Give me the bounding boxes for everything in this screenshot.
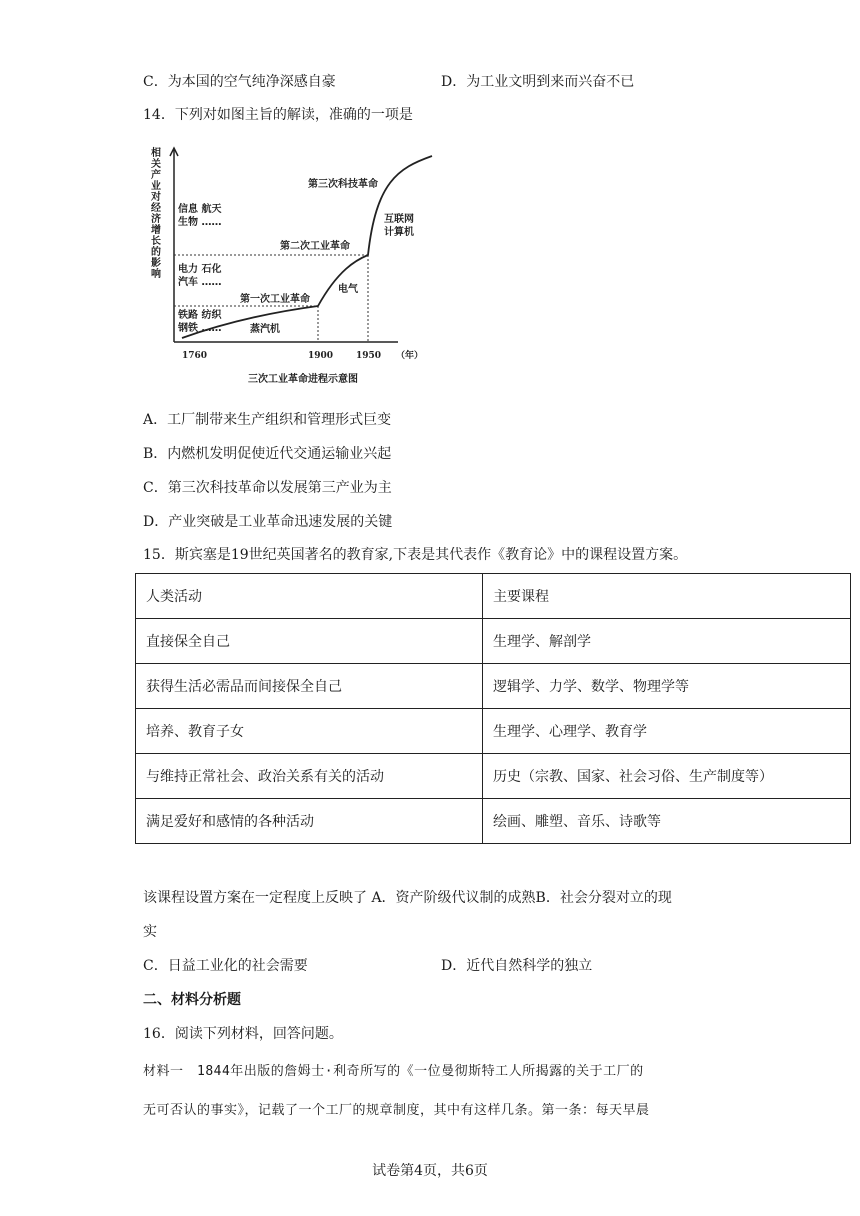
label-ind2-a: 电力 石化 — [178, 264, 222, 275]
q14-option-a: A．工厂制带来生产组织和管理形式巨变 — [143, 412, 392, 428]
q14-option-b: B．内燃机发明促使近代交通运输业兴起 — [143, 446, 392, 462]
table-header-row — [136, 574, 851, 619]
y-axis-label — [150, 146, 161, 280]
table-row — [136, 754, 851, 799]
svg-text:增: 增 — [151, 225, 161, 236]
svg-text:济: 济 — [151, 214, 161, 225]
svg-text:关: 关 — [151, 159, 161, 170]
table-cell: 逻辑学、力学、数学、物理学等 — [483, 664, 851, 709]
label-computer: 计算机 — [384, 227, 414, 238]
svg-text:响: 响 — [151, 269, 161, 280]
q15-option-d: D．近代自然科学的独立 — [441, 958, 593, 974]
label-ind2-b: 汽车 …… — [178, 277, 222, 288]
table-cell: 培养、教育子女 — [136, 709, 483, 754]
q15-options — [143, 956, 843, 976]
table-cell: 直接保全自己 — [136, 619, 483, 664]
table-cell: 生理学、解剖学 — [483, 619, 851, 664]
table-cell: 获得生活必需品而间接保全自己 — [136, 664, 483, 709]
q16-material-line-2: 无可否认的事实》，记载了一个工厂的规章制度，其中有这样几条。第一条：每天早晨 — [143, 1103, 650, 1118]
table-cell: 历史（宗教、国家、社会习俗、生产制度等） — [483, 754, 851, 799]
table-row — [136, 799, 851, 844]
q15-answer-line-2: 实 — [143, 924, 157, 940]
page-footer: 试卷第4页，共6页 — [372, 1163, 488, 1179]
tick-1760: 1760 — [182, 351, 208, 361]
q15-answer-line-1: 该课程设置方案在一定程度上反映了 A．资产阶级代议制的成熟B．社会分裂对立的现 — [143, 890, 672, 906]
q15-stem: 15．斯宾塞是19世纪英国著名的教育家,下表是其代表作《教育论》中的课程设置方案。 — [143, 547, 688, 563]
svg-text:的: 的 — [151, 247, 161, 258]
industrial-revolution-diagram — [148, 142, 438, 388]
q14-option-d: D．产业突破是工业革命迅速发展的关键 — [143, 514, 393, 530]
svg-text:产: 产 — [151, 170, 161, 181]
svg-text:经: 经 — [151, 203, 161, 214]
tick-1950: 1950 — [356, 351, 382, 361]
table-cell: 绘画、雕塑、音乐、诗歌等 — [483, 799, 851, 844]
svg-text:业: 业 — [151, 181, 161, 192]
label-ind1-b: 钢铁 …… — [178, 323, 222, 334]
table-cell: 与维持正常社会、政治关系有关的活动 — [136, 754, 483, 799]
svg-text:影: 影 — [151, 258, 161, 269]
label-rev3: 第三次科技革命 — [308, 179, 378, 190]
q13-options — [143, 72, 843, 92]
x-unit: （年） — [396, 351, 424, 361]
q15-option-c: C．日益工业化的社会需要 — [143, 958, 308, 974]
label-steam: 蒸汽机 — [250, 324, 280, 335]
svg-text:相: 相 — [151, 148, 161, 159]
label-ind1-a: 铁路 纺织 — [178, 310, 222, 321]
q13-option-d: D．为工业文明到来而兴奋不已 — [441, 74, 635, 90]
q13-option-c: C．为本国的空气纯净深感自豪 — [143, 74, 336, 90]
table-row — [136, 709, 851, 754]
label-ind3-a: 信息 航天 — [178, 204, 222, 215]
label-ind3-b: 生物 …… — [178, 217, 222, 228]
table-cell: 生理学、心理学、教育学 — [483, 709, 851, 754]
q16-stem: 16．阅读下列材料，回答问题。 — [143, 1026, 343, 1042]
table-cell: 满足爱好和感情的各种活动 — [136, 799, 483, 844]
q14-option-c: C．第三次科技革命以发展第三产业为主 — [143, 480, 392, 496]
q14-stem: 14．下列对如图主旨的解读，准确的一项是 — [143, 107, 413, 123]
label-rev2: 第二次工业革命 — [280, 241, 350, 252]
course-table — [135, 573, 851, 844]
section-title: 二、材料分析题 — [143, 992, 241, 1008]
table-row — [136, 664, 851, 709]
tick-1900: 1900 — [308, 351, 334, 361]
svg-text:对: 对 — [151, 192, 161, 203]
table-header-cell: 主要课程 — [483, 574, 851, 619]
label-rev1: 第一次工业革命 — [240, 294, 310, 305]
q16-material-line-1: 材料一 1844年出版的詹姆士·利奇所写的《一位曼彻斯特工人所揭露的关于工厂的 — [143, 1064, 644, 1079]
label-elec: 电气 — [338, 284, 358, 295]
table-row — [136, 619, 851, 664]
figure-caption: 三次工业革命进程示意图 — [248, 374, 358, 385]
svg-text:长: 长 — [151, 236, 161, 247]
label-internet: 互联网 — [384, 214, 414, 225]
table-header-cell: 人类活动 — [136, 574, 483, 619]
